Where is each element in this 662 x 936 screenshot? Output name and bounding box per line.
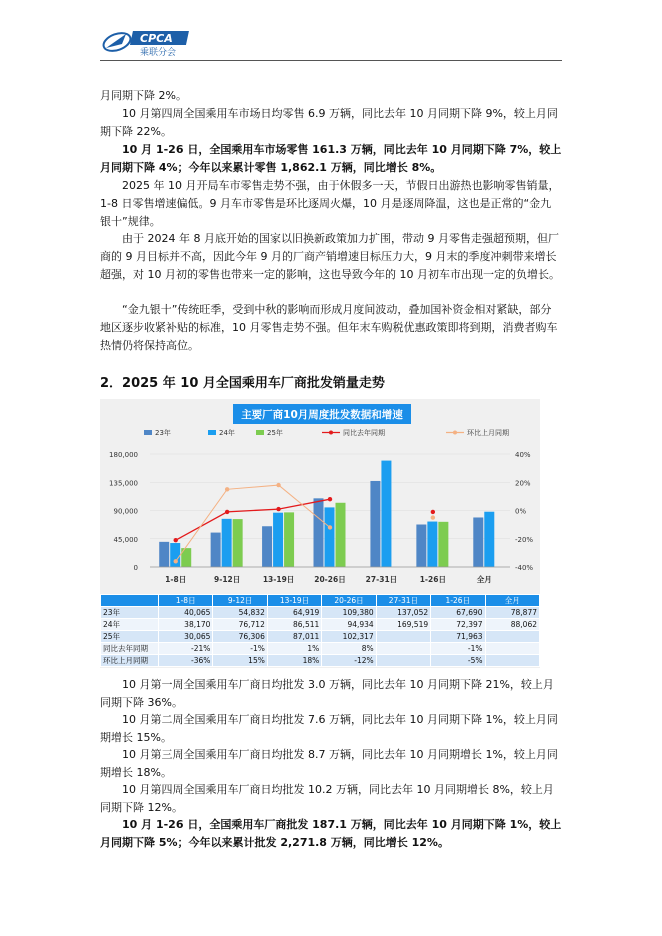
y2-tick-label: -40% [515,564,534,572]
paragraph-9: 10 月第四周全国乘用车厂商日均批发 10.2 万辆，同比去年 10 月同期增长 8%，较上月同期下降 12%。 [100,783,554,814]
paragraph-1: 10 月第四周全国乘用车市场日均零售 6.9 万辆，同比去年 10 月同期下降 9%，较上月同期下降 22%。 [100,107,558,138]
legend-label-24年: 24年 [219,429,235,437]
paragraph-6: 10 月第一周全国乘用车厂商日均批发 3.0 万辆，同比去年 10 月同期下降 21%，较上月同期下降 36%。 [100,678,554,709]
table-cell: 71,963 [431,631,485,643]
table-cell: -36% [159,655,213,667]
table-row [101,631,540,643]
table-cell: 18% [267,655,321,667]
table-cell: 38,170 [159,619,213,631]
point-同比去年同期 [431,510,435,514]
point-同比去年同期 [225,510,229,514]
bar-24年 [484,512,494,567]
table-header-cell: 1-8日 [159,595,213,607]
table-cell: 137,052 [376,607,430,619]
page-header [100,26,562,61]
table-cell: 86,511 [267,619,321,631]
data-table [100,594,540,667]
chart-title: 主要厂商10月周度批发数据和增速 [241,409,403,421]
point-环比上月同期 [328,525,332,529]
bar-23年 [416,525,426,567]
point-环比上月同期 [174,559,178,563]
table-cell [485,643,539,655]
legend-label-环比上月同期: 环比上月同期 [467,429,509,437]
x-tick-label: 20-26日 [314,575,346,584]
y-tick-label: 0 [133,564,138,572]
table-row [101,643,540,655]
bar-24年 [427,522,437,567]
bar-25年 [284,512,294,567]
table-cell: 25年 [101,631,159,643]
x-tick-label: 1-8日 [165,575,187,584]
table-cell: -12% [322,655,376,667]
bar-23年 [314,498,324,567]
table-cell: 76,712 [213,619,267,631]
paragraph-5: “金九银十”传统旺季，受到中秋的影响而形成月度间波动，叠加国补资金相对紧缺，部分地区逐步收紧补贴的标准，10 月零售走势不强。但年末车购税优惠政策即将到期，消费者购车热情仍将保持高位。 [100,303,558,352]
paragraph-0: 月同期下降 2%。 [100,89,187,102]
svg-text:乘联分会: 乘联分会 [140,48,177,58]
table-cell: -21% [159,643,213,655]
bar-23年 [370,481,380,567]
chart-svg [100,399,540,594]
line-环比上月同期 [176,485,330,561]
table-cell: 76,306 [213,631,267,643]
table-cell: -1% [213,643,267,655]
table-cell: 54,832 [213,607,267,619]
bar-23年 [473,517,483,567]
point-环比上月同期 [431,515,435,519]
x-tick-label: 13-19日 [262,575,295,584]
x-tick-label: 全月 [476,575,492,584]
cpca-logo [100,26,200,58]
table-header-row [101,595,540,607]
y-tick-label: 135,000 [109,479,138,488]
bar-24年 [273,513,283,567]
table-cell: 23年 [101,607,159,619]
bar-24年 [381,461,391,567]
y2-tick-label: -20% [515,535,534,544]
table-cell: 67,690 [431,607,485,619]
table-cell: -1% [431,643,485,655]
table-cell [376,631,430,643]
y-tick-label: 45,000 [113,535,138,544]
section-title: 2．2025 年 10 月全国乘用车厂商批发销量走势 [100,376,385,391]
svg-text:CPCA: CPCA [140,32,173,45]
legend-label-同比去年同期: 同比去年同期 [343,429,385,437]
table-cell [376,655,430,667]
paragraph-3: 2025 年 10 月开局车市零售走势不强，由于休假多一天，节假日出游热也影响零售销量，1-8 日零售增速偏低。9 月车市零售是环比逐周火爆，10 月是逐周降温，这也是正常的“金九银十”规律。 [100,179,560,228]
legend-marker-环比上月同期 [453,431,457,435]
paragraph-7: 10 月第二周全国乘用车厂商日均批发 7.6 万辆，同比去年 10 月同期下降 1%，较上月同期增长 15%。 [100,713,558,744]
y2-tick-label: 20% [515,479,531,488]
bar-23年 [159,542,169,567]
table-header-cell: 1-26日 [431,595,485,607]
table-cell: -5% [431,655,485,667]
legend-label-25年: 25年 [267,429,283,437]
table-cell: 同比去年同期 [101,643,159,655]
point-环比上月同期 [225,487,229,491]
paragraph-10: 10 月 1-26 日，全国乘用车厂商批发 187.1 万辆，同比去年 10 月同期下降 1%，较上月同期下降 5%；今年以来累计批发 2,271.8 万辆，同比增长 12%。 [100,818,562,849]
bar-23年 [211,533,221,567]
x-tick-label: 27-31日 [365,575,398,584]
paragraph-8: 10 月第三周全国乘用车厂商日均批发 8.7 万辆，同比去年 10 月同期增长 1%，较上月同期增长 18%。 [100,748,558,779]
table-cell: 88,062 [485,619,539,631]
table-cell: 87,011 [267,631,321,643]
table-cell: 8% [322,643,376,655]
table-cell [485,631,539,643]
bar-25年 [438,522,448,567]
table-cell [485,655,539,667]
table-header-cell: 27-31日 [376,595,430,607]
table-cell: 94,934 [322,619,376,631]
table-header-cell: 全月 [485,595,539,607]
x-tick-label: 1-26日 [419,575,446,584]
bar-24年 [325,507,335,567]
table-row [101,607,540,619]
bar-25年 [336,503,346,567]
table-cell: 169,519 [376,619,430,631]
bar-24年 [222,519,232,567]
table-cell: 24年 [101,619,159,631]
y-tick-label: 180,000 [109,451,138,459]
legend-swatch-24年 [208,430,216,435]
table-cell: 109,380 [322,607,376,619]
table-header-cell: 20-26日 [322,595,376,607]
table-row [101,619,540,631]
x-tick-label: 9-12日 [214,575,241,584]
table-cell: 78,877 [485,607,539,619]
table-cell: 40,065 [159,607,213,619]
table-row [101,655,540,667]
bar-25年 [233,519,243,567]
table-cell: 环比上月同期 [101,655,159,667]
table-cell: 15% [213,655,267,667]
y2-tick-label: 0% [515,507,527,516]
point-同比去年同期 [276,507,280,511]
table-cell: 102,317 [322,631,376,643]
table-header-cell [101,595,159,607]
paragraph-2: 10 月 1-26 日，全国乘用车市场零售 161.3 万辆，同比去年 10 月同期下降 7%，较上月同期下降 4%；今年以来累计零售 1,862.1 万辆，同比增长 8%。 [100,143,562,174]
table-header-cell: 13-19日 [267,595,321,607]
line-同比去年同期 [176,499,330,540]
table-cell: 30,065 [159,631,213,643]
table-cell [376,643,430,655]
table-cell: 72,397 [431,619,485,631]
legend-swatch-23年 [144,430,152,435]
y2-tick-label: 40% [515,451,531,459]
legend-swatch-25年 [256,430,264,435]
table-cell: 64,919 [267,607,321,619]
table-cell: 1% [267,643,321,655]
bar-23年 [262,526,272,567]
legend-marker-同比去年同期 [329,431,333,435]
point-同比去年同期 [174,538,178,542]
legend-label-23年: 23年 [155,429,171,437]
table-header-cell: 9-12日 [213,595,267,607]
point-同比去年同期 [328,497,332,501]
paragraph-4: 由于 2024 年 8 月底开始的国家以旧换新政策加力扩围，带动 9 月零售走强超预期，但厂商的 9 月目标并不高，因此今年 9 月的厂商产销增速目标压力大，9 月末的季度冲刺带来增长超强，对 10 月初的零售也带来一定的影响，这也导致今年的 10 月初车市出现一定的负增长。 [100,232,560,281]
point-环比上月同期 [276,483,280,487]
chart-legend [144,428,509,437]
y-tick-label: 90,000 [113,507,138,516]
